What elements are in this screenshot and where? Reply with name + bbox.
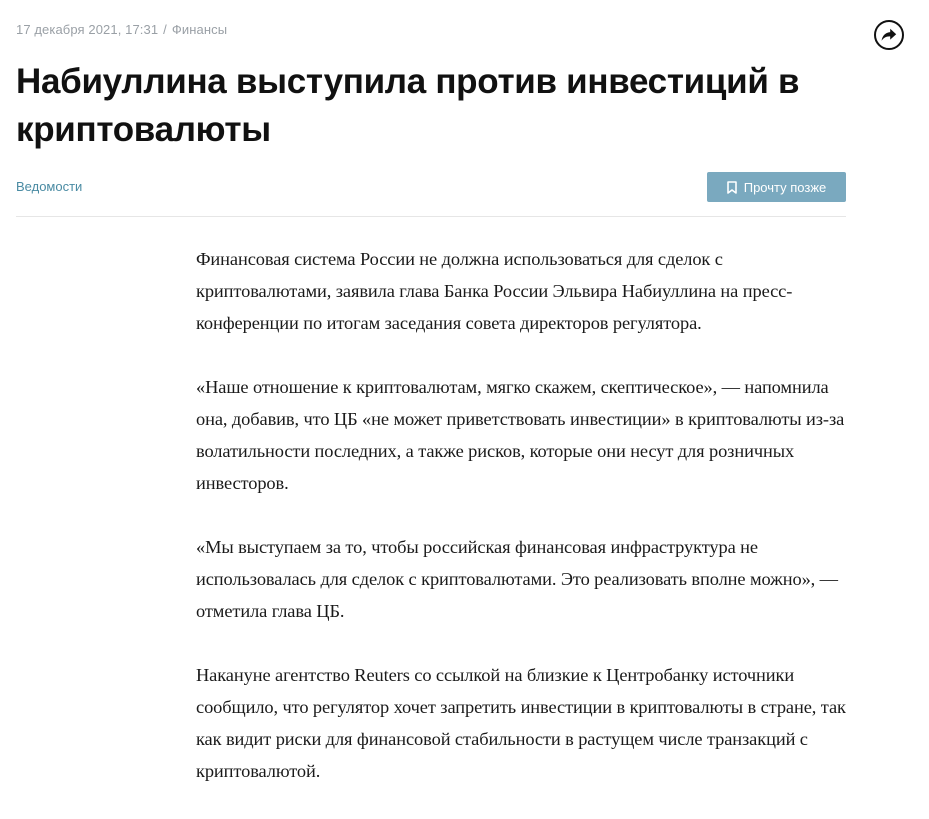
meta-separator: / (163, 22, 167, 37)
read-later-label: Прочту позже (743, 179, 827, 195)
read-later-button[interactable] (707, 172, 846, 202)
article-body (196, 243, 846, 819)
article-meta (16, 22, 227, 37)
article-title: Набиуллина выступила против инвестиций в криптовалюты (16, 62, 800, 149)
article-paragraph: Финансовая система России не должна использоваться для сделок с криптовалютами, заявила глава Банка России Эльвира Набиуллина на пресс-конференции по итогам заседания совета директоров регулятора. (196, 249, 793, 333)
bookmark-icon (727, 181, 737, 194)
share-arrow-icon (881, 28, 897, 42)
article-paragraph: «Мы выступаем за то, чтобы российская финансовая инфраструктура не использовалась для сделок с криптовалютами. Это реализовать вполне можно», — отметила глава ЦБ. (196, 537, 838, 621)
share-button[interactable] (874, 20, 904, 50)
category-link[interactable]: Финансы (171, 22, 228, 37)
article-paragraph: «Наше отношение к криптовалютам, мягко скажем, скептическое», — напомнила она, добавив, что ЦБ «не может приветствовать инвестиции» в криптовалюты из-за волатильности последних, а также рисков, которые они несут для розничных инвесторов. (196, 377, 845, 493)
article-paragraph: Накануне агентство Reuters со ссылкой на близкие к Центробанку источники сообщило, что регулятор хочет запретить инвестиции в криптовалюты в стране, так как видит риски для финансовой стабильности в растущем числе транзакций с криптовалютой. (196, 665, 846, 781)
publish-date: 17 декабря 2021, 17:31 (16, 22, 159, 37)
header-divider (16, 216, 846, 217)
source-link[interactable]: Ведомости (16, 179, 83, 194)
